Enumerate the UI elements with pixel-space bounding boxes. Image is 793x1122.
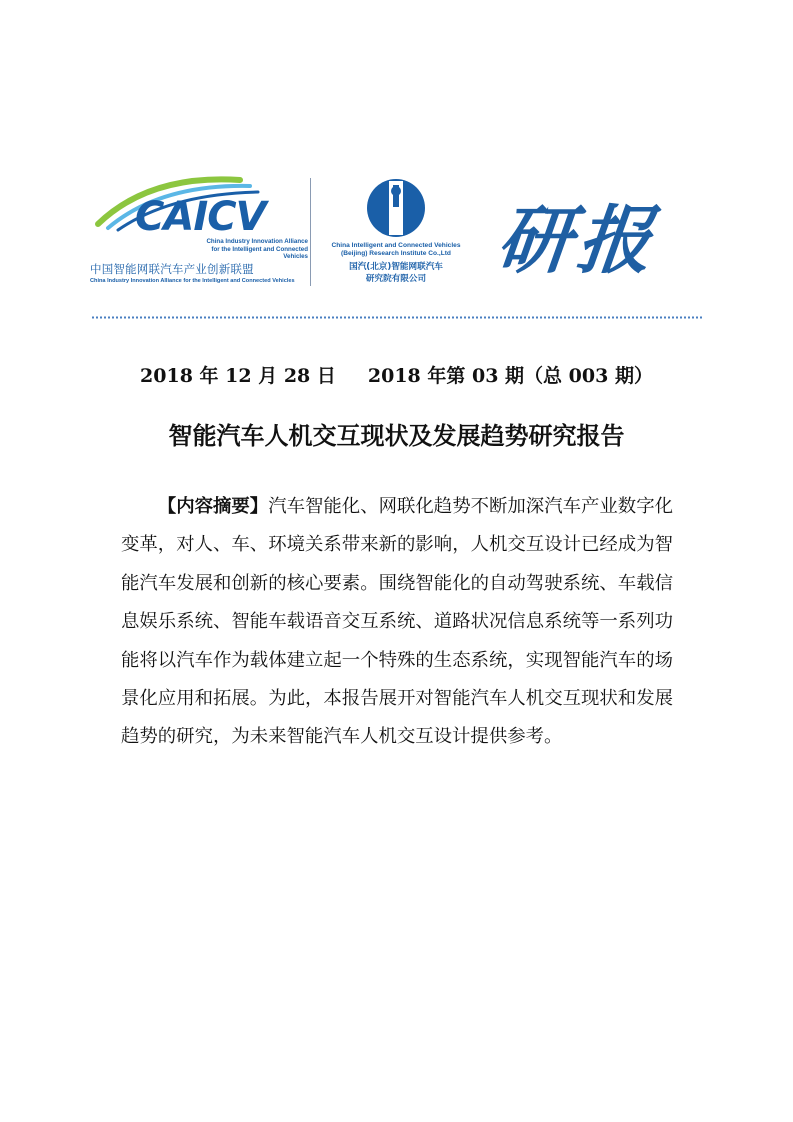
document-title: 智能汽车人机交互现状及发展趋势研究报告 — [168, 422, 625, 450]
cicv-chinese-name — [326, 261, 466, 285]
cicv-english-name — [326, 242, 466, 258]
issue-date: 2018 年 12 月 28 日 — [140, 365, 336, 387]
cicv-chinese-line: 国汽(北京)智能网联汽车 — [349, 262, 443, 272]
cicv-logo — [326, 172, 466, 290]
caicv-english-name — [188, 238, 308, 261]
caicv-wordmark: CAICV — [135, 194, 266, 240]
cicv-english-line: (Beijing) Research Institute Co.,Ltd — [341, 250, 451, 257]
abstract-paragraph — [121, 488, 673, 757]
issue-line — [0, 361, 793, 388]
report-header — [90, 172, 710, 290]
cicv-emblem-icon — [360, 177, 432, 239]
caicv-english-full: China Industry Innovation Alliance for the Intelligent and Connected Vehicles — [90, 278, 295, 284]
cicv-english-line: China Intelligent and Connected Vehicles — [331, 242, 461, 249]
abstract-text: 汽车智能化、网联化趋势不断加深汽车产业数字化变革，对人、车、环境关系带来新的影响，人机交互设计已经成为智能汽车发展和创新的核心要素。围绕智能化的自动驾驶系统、车载信息娱乐系统、智能车载语音交互系统、道路状况信息系统等一系列功能将以汽车作为载体建立起一个特殊的生态系统，实现智能汽车的场景化应用和拓展。为此，本报告展开对智能汽车人机交互现状和发展趋势的研究，为未来智能汽车人机交互设计提供参考。 — [121, 496, 673, 748]
caicv-english-line: for the Intelligent and Connected Vehicles — [211, 245, 308, 260]
abstract-label: 【内容摘要】 — [157, 496, 269, 517]
report-type-calligraphy: 研报 — [492, 198, 662, 284]
cicv-chinese-line: 研究院有限公司 — [365, 274, 427, 284]
caicv-logo — [90, 172, 308, 290]
header-dotted-divider — [92, 316, 702, 319]
caicv-chinese-name: 中国智能网联汽车产业创新联盟 — [90, 262, 254, 276]
issue-number: 2018 年第 03 期（总 003 期） — [367, 365, 653, 387]
caicv-english-line: China Industry Innovation Alliance — [206, 238, 308, 245]
logo-divider — [310, 178, 311, 286]
